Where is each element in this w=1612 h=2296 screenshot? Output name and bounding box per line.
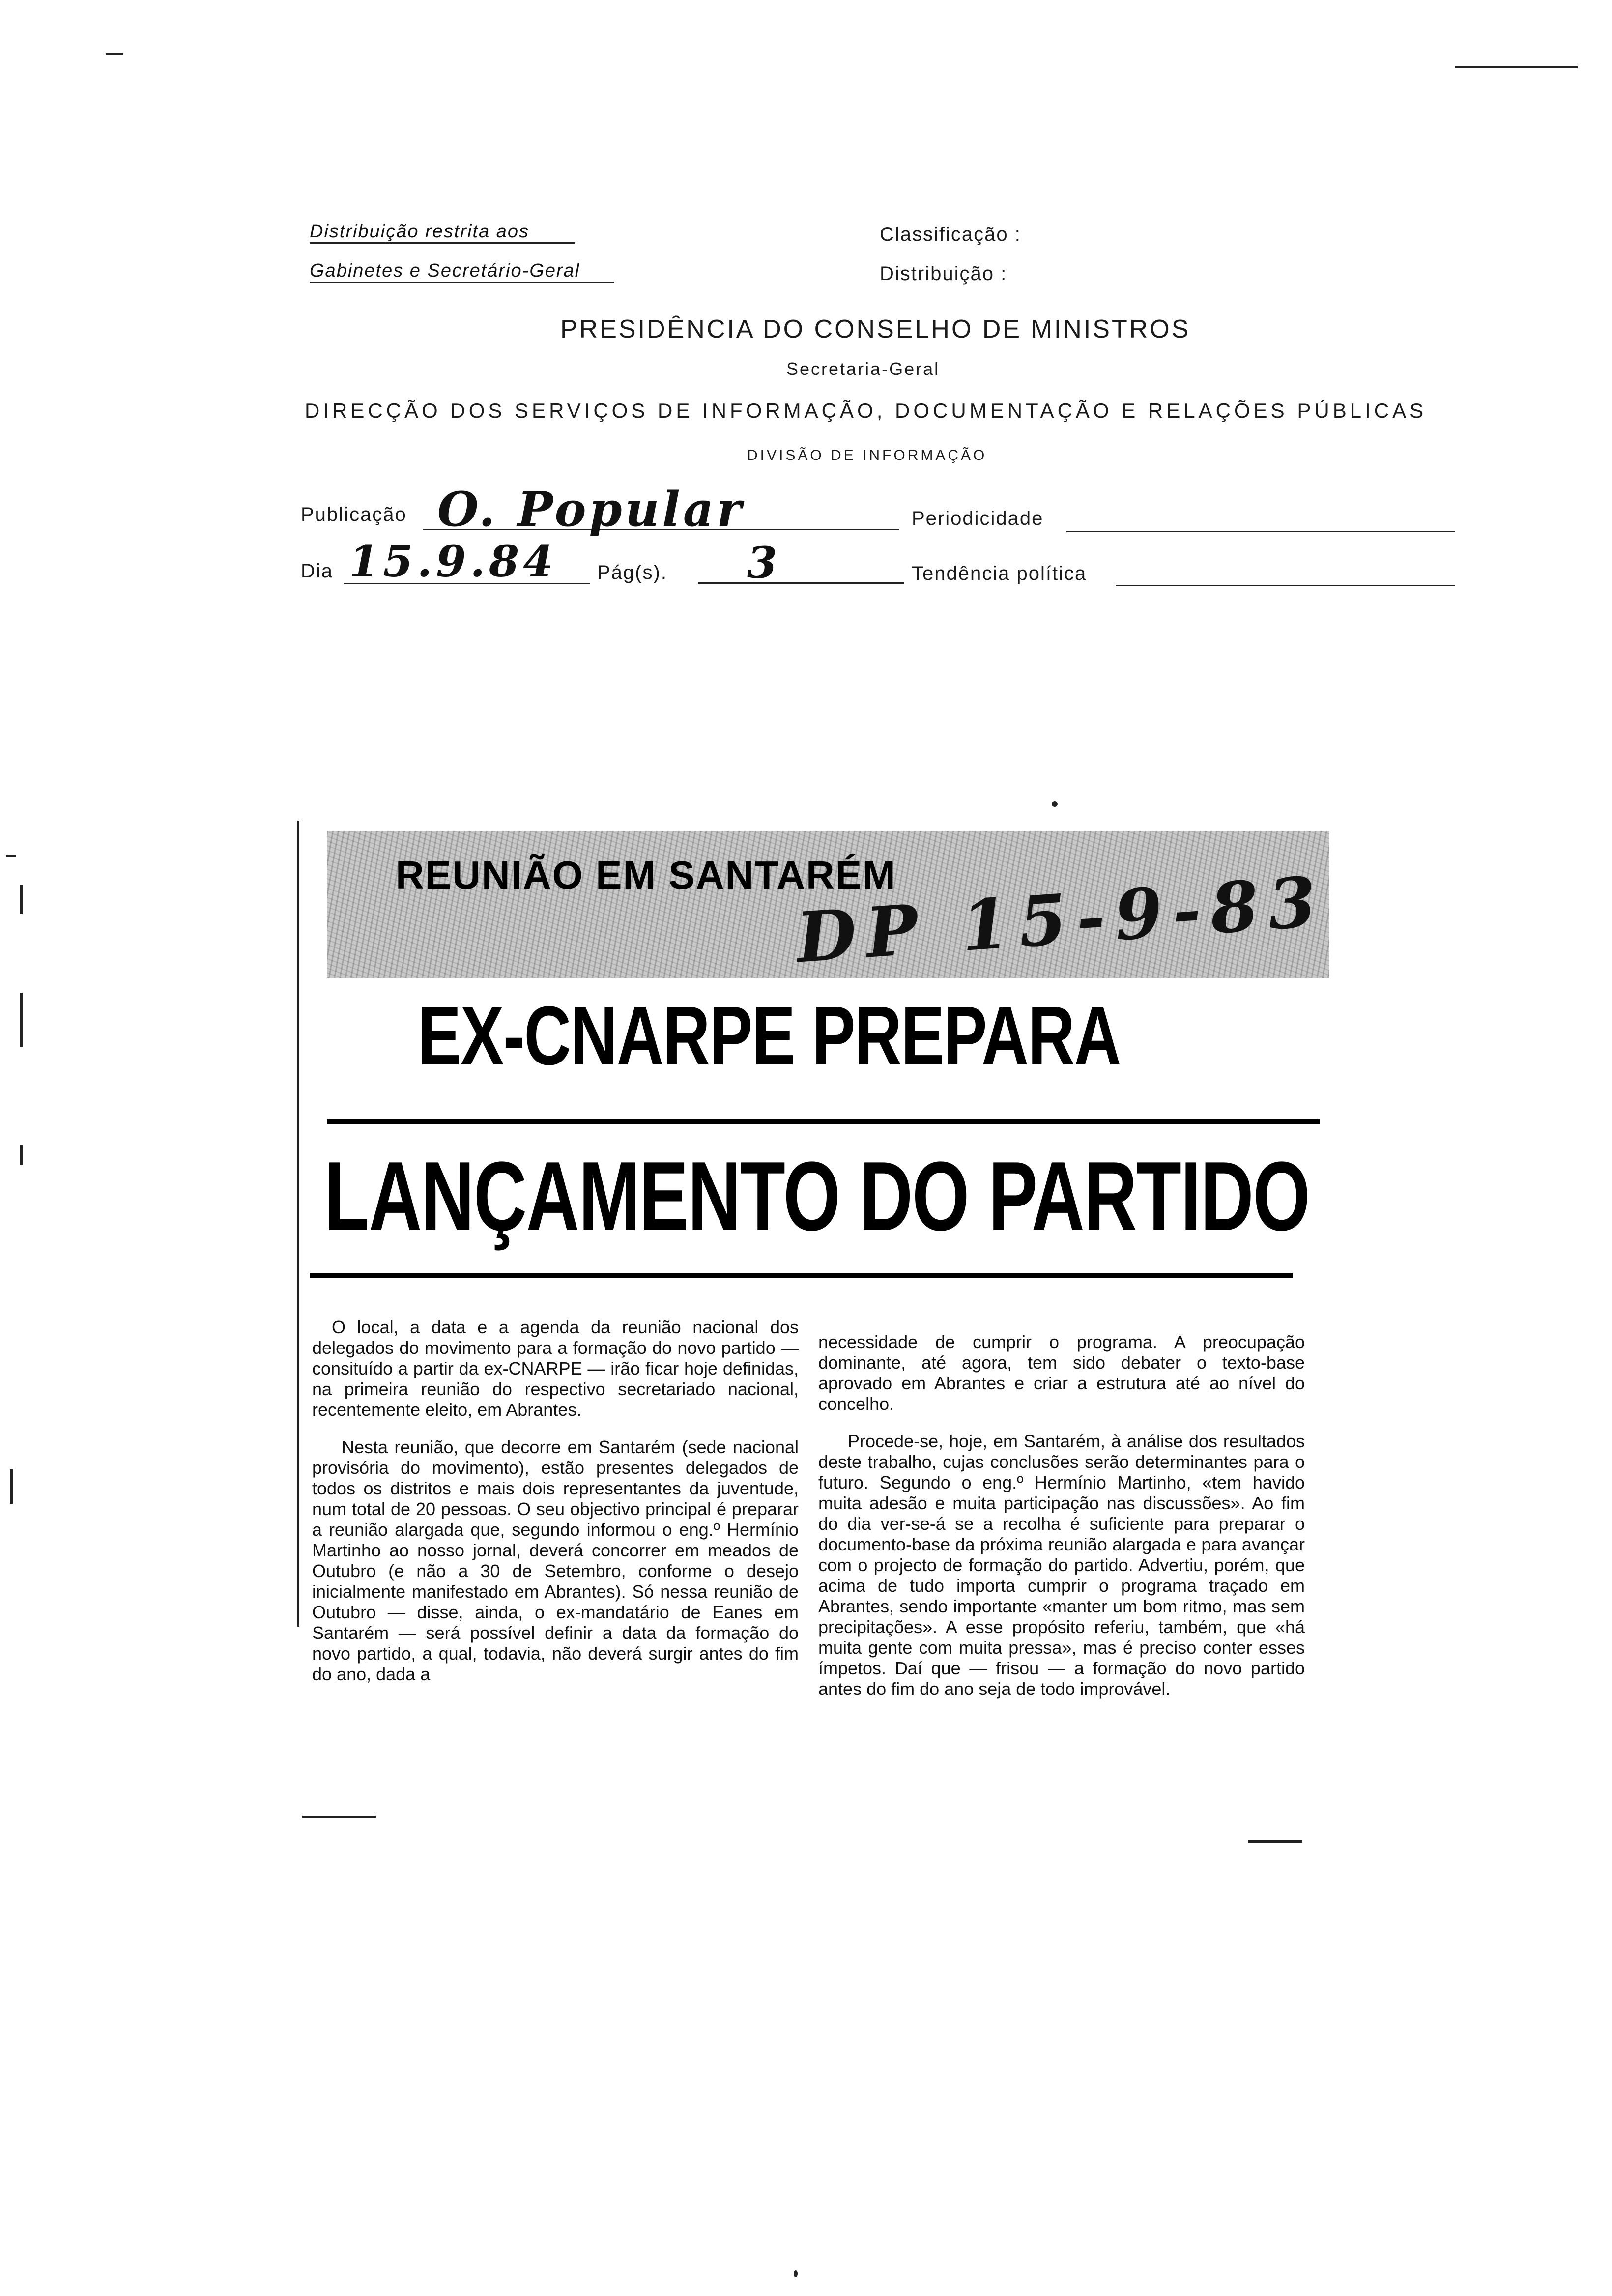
- distribution-line-2: Gabinetes e Secretário-Geral: [310, 260, 614, 283]
- publication-field: [423, 482, 899, 537]
- headline-rule-bottom: [310, 1273, 1293, 1278]
- headline-rule-top: [327, 1119, 1320, 1124]
- periodicity-field: [1066, 531, 1455, 532]
- office-subtitle: Secretaria-Geral: [786, 359, 940, 379]
- pages-value: 3: [747, 537, 777, 588]
- publication-label: Publicação: [301, 504, 407, 525]
- clipping-left-border: [297, 821, 299, 1627]
- political-tendency-label: Tendência política: [912, 563, 1087, 584]
- day-value: 15.9.84: [349, 536, 557, 587]
- right-column-end-rule: [1248, 1840, 1302, 1843]
- directorate-line: DIRECÇÃO DOS SERVIÇOS DE INFORMAÇÃO, DOCUMENTAÇÃO E RELAÇÕES PÚBLICAS: [305, 399, 1427, 422]
- political-tendency-field: [1116, 585, 1455, 586]
- right-paragraph-1: necessidade de cumprir o programa. A preocupação dominante, até agora, tem sido debater o texto-base aprovado em Abrantes e criar a estrutura até ao nível do concelho.: [818, 1332, 1305, 1414]
- pages-label: Pág(s).: [597, 562, 667, 583]
- publication-value: O. Popular: [437, 482, 745, 537]
- periodicity-label: Periodicidade: [912, 508, 1044, 529]
- left-paragraph-1: O local, a data e a agenda da reunião nacional dos delegados do movimento para a formação do novo partido — consituído a partir da ex-CNARPE — irão ficar hoje definidas, na primeira reunião do respectivo secretariado nacional, recentemente eleito, em Abrantes.: [312, 1317, 799, 1420]
- pages-field: [698, 537, 904, 588]
- distribution-label: Distribuição :: [880, 263, 1008, 285]
- division-line: DIVISÃO DE INFORMAÇÃO: [747, 447, 987, 463]
- classification-label: Classificação :: [880, 224, 1021, 245]
- day-label: Dia: [301, 560, 334, 582]
- headline-line-2: LANÇAMENTO DO PARTIDO: [324, 1142, 1310, 1251]
- distribution-line-1: Distribuição restrita aos: [310, 221, 575, 244]
- article-left-column: [312, 1317, 799, 1808]
- article-right-column: [818, 1332, 1305, 1823]
- headline-line-1: EX-CNARPE PREPARA: [418, 989, 1121, 1083]
- kicker-text: REUNIÃO EM SANTARÉM: [396, 853, 896, 897]
- day-field: [344, 536, 590, 587]
- left-column-end-rule: [302, 1816, 376, 1818]
- left-paragraph-2: Nesta reunião, que decorre em Santarém (sede nacional provisória do movimento), estão presentes delegados de todos os distritos e mais dois representantes da juventude, num total de 20 pessoas. O seu objectivo principal é preparar a reunião alargada que, segundo informou o eng.º Hermínio Martinho ao nosso jornal, deverá concorrer em meados de Outubro (e não a 30 de Setembro, conforme o desejo inicialmente manifestado em Abrantes). Só nessa reunião de Outubro — disse, ainda, o ex-mandatário de Eanes em Santarém — será possível definir a data da formação do novo partido, a qual, todavia, não deverá surgir antes do fim do ano, dada a: [312, 1437, 799, 1684]
- right-paragraph-2: Procede-se, hoje, em Santarém, à análise dos resultados deste trabalho, cujas conclusões serão determinantes para o futuro. Segundo o eng.º Hermínio Martinho, «tem havido muita adesão e muita participação nas discussões». Ao fim do dia ver-se-á se a recolha é suficiente para preparar o documento-base da próxima reunião alargada e para avançar com o projecto de formação do partido. Advertiu, porém, que acima de tudo importa cumprir o programa traçado em Abrantes, sendo importante «manter um bom ritmo, mas sem precipitações». A esse propósito referiu, também, que «há muita gente com muita pressa», mas é preciso conter esses ímpetos. Daí que — frisou — a formação do novo partido antes do fim do ano seja de todo improvável.: [818, 1431, 1305, 1699]
- handwritten-annotation: DP 15-9-83: [794, 861, 1329, 979]
- office-title: PRESIDÊNCIA DO CONSELHO DE MINISTROS: [560, 315, 1191, 344]
